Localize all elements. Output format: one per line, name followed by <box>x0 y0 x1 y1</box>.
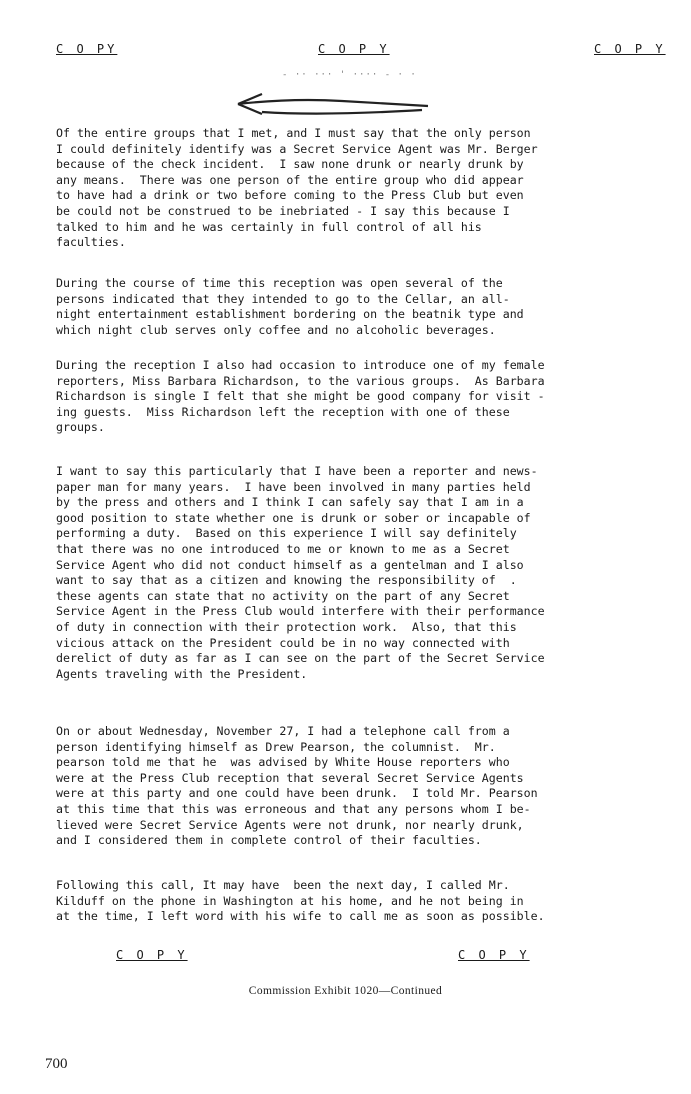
paragraph-3: During the reception I also had occasion to introduce one of my female reporters, Miss Barbara Richardson, to the various groups. As Barbara Richardson is single I felt that she might be good company for visit - ing guests. Miss Richardson left the reception with one of these groups. <box>56 358 545 435</box>
exhibit-caption: Commission Exhibit 1020—Continued <box>248 985 443 997</box>
copy-stamp-left: C O PY <box>56 42 118 56</box>
paragraph-1: Of the entire groups that I met, and I must say that the only person I could definitely identify was a Secret Service Agent was Mr. Berger because of the check incident. I saw none drunk or nearly drunk by any means. There was one person of the entire group who did appear to have had a drink or two before coming to the Press Club but even be could not be construed to be inebriated - I say this because I talked to him and he was certainly in full control of all his faculties. <box>56 126 538 250</box>
paragraph-4: I want to say this particularly that I have been a reporter and news- paper man for many years. I have been involved in many parties held by the press and others and I think I can safely say that I am in a good position to state whether one is drunk or sober or incapable of performing a duty. Based on this experience I will say definitely that there was no one introduced to me or known to me as a Secret Service Agent who did not conduct himself as a gentelman and I also want to say that as a citizen and knowing the responsibility of . these agents can state that no activity on the part of any Secret Service Agent in the Press Club would interfere with their performance of duty in connection with their protection work. Also, that this vicious attack on the President could be in no way connected with derelict of duty as far as I can see on the part of the Secret Service Agents traveling with the President. <box>56 464 545 681</box>
copy-stamp-center: C O P Y <box>318 42 390 56</box>
copy-stamp-footer-left: C O P Y <box>116 948 188 962</box>
copy-stamp-right: C O P Y <box>594 42 666 56</box>
paragraph-2: During the course of time this reception was open several of the persons indicated that they intended to go to the Cellar, an all- night entertainment establishment bordering on the beatnik type and which night club serves only coffee and no alcoholic beverages. <box>56 276 524 337</box>
paragraph-5: On or about Wednesday, November 27, I had a telephone call from a person identifying himself as Drew Pearson, the columnist. Mr. pearson told me that he was advised by White House reporters who were at the Press Club reception that several Secret Service Agents were at this party and one could have been drunk. I told Mr. Pearson at this time that this was erroneous and that any persons whom I be- lieved were Secret Service Agents were not drunk, nor nearly drunk, and I considered them in complete control of their faculties. <box>56 724 538 848</box>
copy-stamp-footer-right: C O P Y <box>458 948 530 962</box>
page-number: 700 <box>45 1056 68 1072</box>
faint-marks: - ·· ··· ' ···· - · · <box>282 70 417 80</box>
paragraph-6: Following this call, It may have been the next day, I called Mr. Kilduff on the phone in Washington at his home, and he not being in at the time, I left word with his wife to call me as soon as possible. <box>56 878 545 924</box>
arrow-scribble-icon <box>232 88 432 122</box>
